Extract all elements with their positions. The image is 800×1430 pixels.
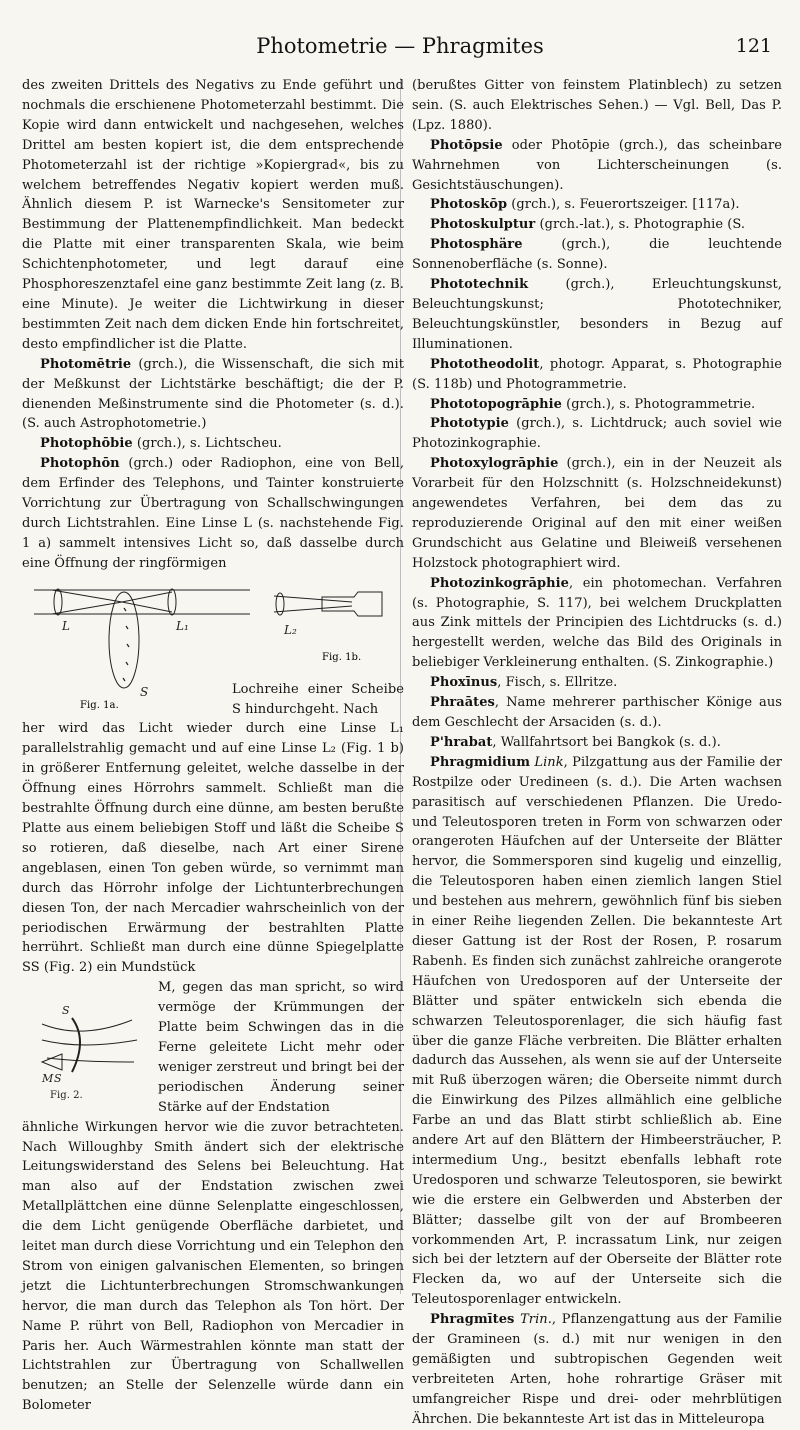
headword: P'hrabat <box>430 734 493 750</box>
svg-text:S: S <box>62 1004 70 1018</box>
mouthpiece <box>42 1054 62 1070</box>
headword: Phragmidium <box>430 754 531 770</box>
paragraph: ähnliche Wirkungen hervor wie die zuvor betrachteten. Nach Willoughby Smith ändert sich der elektrische Leitungswiderstand des Selens bei Beleuchtung. Hat man also auf der Endstation zwischen zwei Metallplättchen eine dünne Selenplatte eingeschlossen, die dem Licht genügende Oberfläche darbietet, und leitet man durch diese Vorrichtung und ein Telephon den Strom von einigen galvanischen Elementen, so bringen jetzt die Lichtunterbrechungen Stromschwankungen hervor, die man durch das Telephon als Ton hört. Der Name P. rührt von Bell, Radiophon von Mercadier in Paris her. Auch Wärmestrahlen könnte man statt der Lichtstrahlen zur Übertragung von Schallwellen benutzen; an Stelle der Selenzelle würde dann ein Bolometer <box>22 1119 404 1414</box>
entry-photophobie: Photophōbie (grch.), s. Lichtscheu. <box>40 436 282 452</box>
ray-line <box>42 1020 132 1031</box>
fig1b-caption: Fig. 1b. <box>322 651 362 663</box>
lens-l1 <box>168 589 176 615</box>
headword: Phototypie <box>430 416 509 432</box>
svg-text:S: S <box>54 1072 62 1086</box>
headword: Photophōn <box>40 456 120 472</box>
label-l: L <box>62 618 71 633</box>
dictionary-entry: Photosphäre (grch.), die leuchtende Sonnenoberfläche (s. Sonne). <box>412 237 782 273</box>
hoerrohr <box>322 592 382 616</box>
dictionary-entry: Phototopogrāphie (grch.), s. Photogrammetrie. <box>430 396 756 412</box>
disc-s <box>109 592 139 688</box>
dictionary-entry: Phraātes, Name mehrerer parthischer Könige aus dem Geschlecht der Arsaciden (s. d.). <box>412 695 782 730</box>
headword: Photoskōp <box>430 197 508 213</box>
headword: Photōpsie <box>430 137 503 153</box>
entry-photophon: Photophōn (grch.) oder Radiophon, eine von Bell, dem Erfinder des Telephons, und Tainter konstruierte Vorrichtung zur Übertragung von Schallschwingungen durch Lichtstrahlen. Eine Linse L (s. nachstehende Fig. 1 a) sammelt intensives Licht so, daß dasselbe durch eine Öffnung der ringförmigen <box>22 456 404 571</box>
dictionary-entry: Phototheodolit, photogr. Apparat, s. Photographie (S. 118b) und Photogrammetrie. <box>412 356 782 392</box>
headword: Photozinkogrāphie <box>430 575 569 591</box>
dictionary-entry: Phototechnik (grch.), Erleuchtungskunst, Beleuchtungskunst; Phototechniker, Beleuchtungskünstler, besonders in Bezug auf Illuminationen. <box>412 277 782 352</box>
dictionary-entry: Photozinkogrāphie, ein photomechan. Verfahren (s. Photographie, S. 117), bei welchem Druckplatten aus Zink mittels der Principien des Lichtdrucks (s. d.) hergestellt werden, welche das Bild des Originals in beliebiger Verkleinerung enthalten. (S. Zinkographie.) <box>412 575 782 671</box>
left-column <box>22 76 404 1416</box>
headword: Phototechnik <box>430 277 529 293</box>
headword: Phraātes <box>430 695 495 711</box>
dictionary-entry: Phototypie (grch.), s. Lichtdruck; auch soviel wie Photozinkographie. <box>412 416 782 452</box>
entry-phragmidium: Phragmidium Link, Pilzgattung aus der Familie der Rostpilze oder Uredineen (s. d.). Die Arten wachsen parasitisch auf verschiedenen Pflanzen. Die Uredo- und Teleutosporen treten in Form von schwarzen oder orangeroten Häufchen auf der Unterseite der Blätter hervor, die Sommersporen sind kugelig und einzellig, die Teleutosporen haben einen ziemlich langen Stiel und bestehen aus mehrern, gewöhnlich fünf bis sieben in einer Reihe liegenden Zellen. Die bekannteste Art dieser Gattung ist der Rost der Rosen, P. rosarum Rabenh. Es finden sich zunächst zahlreiche orangerote Häufchen von Uredosporen auf der Unterseite der Blätter und später entwickeln sich ebenda die schwarzen Teleutosporenlager, die sich häufig fast über die ganze Fläche verbreiten. Die Blätter erhalten dadurch das Aussehen, als wenn sie auf der Unterseite mit Ruß überzogen wären; die Oberseite nimmt durch die Einwirkung des Pilzes allmählich eine gelbliche Farbe an und das Blatt stirbt schließlich ab. Eine andere Art auf den Blättern der Himbeersträucher, P. intermedium Ung., besitzt ebenfalls lebhaft rote Uredosporen und schwarze Teleutosporen, sie bewirkt wie die erstere ein Gelbwerden und Absterben der Blätter; dasselbe gilt von der auf Brombeeren vorkommenden Art, P. incrassatum Link, nur zeigen sich bei der letztern auf der Oberseite der Blätter rote Flecken da, wo auf der Unterseite sich die Teleutosporenlager entwickeln. <box>412 754 782 1308</box>
headword: Photoskulptur <box>430 217 536 233</box>
headword: Phototheodolit <box>430 356 540 372</box>
dictionary-entry: Photoxylogrāphie (grch.), ein in der Neuzeit als Vorarbeit für den Holzschnitt (s. Holzschneidekunst) angewendetes Verfahren, bei dem das zu reproduzierende Original auf den mit einer weißen Grundschicht aus Gelatine und Bleiweiß versehenen Holzstock photographiert wird. <box>412 456 782 571</box>
entry-list <box>412 136 782 753</box>
paragraph-continuation: (berußtes Gitter von feinstem Platinblech) zu setzen sein. (S. auch Elektrisches Sehen.) — Vgl. Bell, Das P. (Lpz. 1880). <box>412 78 782 133</box>
paragraph-continuation: des zweiten Drittels des Negativs zu Ende geführt und nochmals die erschienene Photometerzahl bestimmt. Die Kopie wird dann entwickelt und nachgesehen, welches Drittel am besten kopiert ist, die dem entsprechende Photometerzahl ist der richtige »Kopiergrad«, bis zu welchem betreffendes Negativ kopiert werden muß. Ähnlich diesem P. ist Warnecke's Sensitometer zur Bestimmung der Plattenempfindlichkeit. Man bedeckt die Platte mit einer transparenten Skala, wie beim Schichtenphotometer, und legt darauf eine Phosphoreszenztafel eine ganz bestimmte Zeit lang (z. B. eine Minute). Je weiter die Lichtwirkung in dieser bestimmten Zeit nach dem dicken Ende hin fortschreitet, desto empfindlicher ist die Platte. <box>22 78 404 352</box>
mouthpiece-figure <box>22 980 152 1100</box>
paragraph-beside-fig2: M, gegen das man spricht, so wird vermöge der Krümmungen der Platte beim Schwingen das in die Ferne geleitete Licht mehr oder weniger zerstreut und bringt bei der periodischen Änderung seiner Stärke auf der Endstation <box>158 980 404 1115</box>
headword: Phototopogrāphie <box>430 396 562 412</box>
dictionary-entry: P'hrabat, Wallfahrtsort bei Bangkok (s. d.). <box>430 734 721 750</box>
page-header <box>22 32 778 60</box>
label-s: S <box>140 684 149 699</box>
page-number: 121 <box>735 35 772 57</box>
fig2-caption: Fig. 2. <box>50 1090 83 1101</box>
right-column <box>412 76 782 1430</box>
paragraph: her wird das Licht wieder durch eine Linse L₁ parallelstrahlig gemacht und auf eine Linse L₂ (Fig. 1 b) in größerer Entfernung geleitet, welche dasselbe in der Öffnung eines Hörrohrs sammelt. Schließt man die bestrahlte Öffnung durch eine dünne, am besten berußte Platte aus einem beliebigen Stoff und läßt die Scheibe S so rotieren, daß dieselbe, nach Art einer Sirene angeblasen, einen Ton geben würde, so vernimmt man durch das Hörrohr infolge der Lichtunterbrechungen diesen Ton, der nach Mercadier wahrscheinlich von der periodischen Erwärmung der bestrahlten Platte herrührt. Schließt man durch eine dünne Spiegelplatte SS (Fig. 2) ein Mundstück <box>22 721 404 976</box>
headword: Phragmītes <box>430 1312 515 1328</box>
label-l1: L₁ <box>176 618 189 633</box>
fig1a-caption: Fig. 1a. <box>80 699 119 711</box>
headword: Photoxylogrāphie <box>430 456 559 472</box>
svg-text:M: M <box>42 1072 54 1086</box>
headword: Photosphäre <box>430 237 523 253</box>
dictionary-entry: Phoxīnus, Fisch, s. Ellritze. <box>430 675 618 691</box>
paragraph-beside-fig: Lochreihe einer Scheibe S hindurchgeht. Nach <box>232 681 404 717</box>
entry-photometrie: Photomētrie (grch.), die Wissenschaft, die sich mit der Meßkunst der Lichtstärke beschäftigt; die der P. dienenden Meßinstrumente sind die Photometer (s. d.). (S. auch Astrophotometrie.) <box>22 356 404 432</box>
dictionary-entry: Photoskōp (grch.), s. Feuerortszeiger. [117a). <box>430 197 740 213</box>
dictionary-entry: Photoskulptur (grch.-lat.), s. Photographie (S. <box>430 217 746 233</box>
lens-l <box>54 589 62 615</box>
headword: Phoxīnus <box>430 675 498 691</box>
entry-phragmites: Phragmītes Trin., Pflanzengattung aus der Familie der Gramineen (s. d.) mit nur wenigen in den gemäßigten und subtropischen Gegenden weit verbreiteten Arten, hohe rohrartige Gräser mit umfangreicher Rispe und drei- oder mehrblütigen Ährchen. Die bekannteste Art ist das in Mitteleuropa <box>412 1312 782 1427</box>
running-head: Photometrie — Phragmites <box>256 34 544 58</box>
headword: Photomētrie <box>40 356 132 372</box>
headword: Photophōbie <box>40 436 133 452</box>
label-l2: L₂ <box>284 622 297 637</box>
dictionary-entry: Photōpsie oder Photōpie (grch.), das scheinbare Wahrnehmen von Lichterscheinungen (s. Gesichtstäuschungen). <box>412 137 782 193</box>
figure-2 <box>22 980 152 1100</box>
